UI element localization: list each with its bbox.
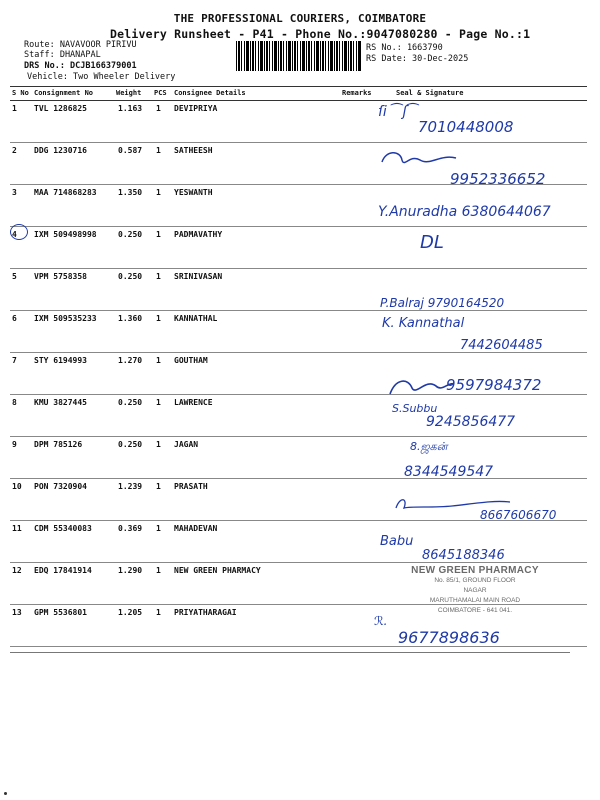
col-sno: S No bbox=[10, 87, 32, 101]
cell-sno: 13 bbox=[10, 605, 32, 647]
cell-consignment: KMU 3827445 bbox=[32, 395, 114, 437]
col-weight: Weight bbox=[114, 87, 152, 101]
cell-consignee: JAGAN bbox=[172, 437, 340, 479]
cell-consignee: SATHEESH bbox=[172, 143, 340, 185]
cell-sno: 1 bbox=[10, 101, 32, 143]
col-signature: Seal & Signature bbox=[382, 87, 587, 101]
corner-mark bbox=[4, 792, 7, 795]
cell-consignee: PRIYATHARAGAI bbox=[172, 605, 340, 647]
table-row bbox=[10, 437, 587, 479]
cell-remarks bbox=[340, 185, 382, 227]
cell-pcs: 1 bbox=[152, 395, 172, 437]
cell-consignment: DDG 1230716 bbox=[32, 143, 114, 185]
col-remarks: Remarks bbox=[340, 87, 382, 101]
cell-weight: 0.587 bbox=[114, 143, 152, 185]
cell-weight: 0.250 bbox=[114, 395, 152, 437]
cell-consignment: MAA 714868283 bbox=[32, 185, 114, 227]
cell-consignment: PON 7320904 bbox=[32, 479, 114, 521]
cell-weight: 1.163 bbox=[114, 101, 152, 143]
cell-remarks bbox=[340, 311, 382, 353]
cell-remarks bbox=[340, 269, 382, 311]
cell-remarks bbox=[340, 563, 382, 605]
cell-consignee: PRASATH bbox=[172, 479, 340, 521]
cell-consignee: PADMAVATHY bbox=[172, 227, 340, 269]
cell-weight: 1.350 bbox=[114, 185, 152, 227]
cell-consignee: NEW GREEN PHARMACY bbox=[172, 563, 340, 605]
cell-remarks bbox=[340, 437, 382, 479]
cell-weight: 1.205 bbox=[114, 605, 152, 647]
cell-sno: 9 bbox=[10, 437, 32, 479]
cell-remarks bbox=[340, 101, 382, 143]
cell-remarks bbox=[340, 353, 382, 395]
cell-remarks bbox=[340, 521, 382, 563]
sig2-scribble bbox=[380, 150, 460, 170]
col-pcs: PCS bbox=[152, 87, 172, 101]
sig6-name2: K. Kannathal bbox=[382, 316, 465, 331]
sig8-phone2: 9245856477 bbox=[426, 414, 516, 430]
rs-number: RS No.: 1663790 bbox=[366, 43, 443, 53]
cell-pcs: 1 bbox=[152, 227, 172, 269]
cell-remarks bbox=[340, 395, 382, 437]
cell-weight: 0.250 bbox=[114, 227, 152, 269]
sig10-phone: 8344549547 bbox=[404, 464, 494, 480]
cell-weight: 1.239 bbox=[114, 479, 152, 521]
cell-sno: 5 bbox=[10, 269, 32, 311]
cell-consignment: EDQ 17841914 bbox=[32, 563, 114, 605]
cell-pcs: 1 bbox=[152, 479, 172, 521]
col-consignment: Consignment No bbox=[32, 87, 114, 101]
cell-consignment: VPM 5758358 bbox=[32, 269, 114, 311]
cell-sno: 4 bbox=[10, 227, 32, 269]
sig12-phone: 8645188346 bbox=[422, 548, 505, 563]
cell-consignee: SRINIVASAN bbox=[172, 269, 340, 311]
sig6-phone2: 7442604485 bbox=[460, 338, 543, 353]
sig10-phone2: 8667606670 bbox=[480, 508, 557, 522]
sig3-name-phone: Y.Anuradha 6380644067 bbox=[378, 204, 551, 220]
route-label: Route: NAVAVOOR PIRIVU bbox=[24, 40, 137, 50]
cell-remarks bbox=[340, 227, 382, 269]
cell-pcs: 1 bbox=[152, 605, 172, 647]
stamp-line2: NAGAR bbox=[463, 587, 487, 594]
sig4-initials: DL bbox=[420, 232, 444, 253]
cell-signature bbox=[382, 227, 587, 269]
bottom-divider bbox=[10, 652, 570, 653]
cell-consignment: GPM 5536801 bbox=[32, 605, 114, 647]
barcode bbox=[236, 41, 362, 71]
cell-pcs: 1 bbox=[152, 353, 172, 395]
sig13-phone: 9677898636 bbox=[398, 628, 500, 647]
cell-remarks bbox=[340, 479, 382, 521]
cell-pcs: 1 bbox=[152, 521, 172, 563]
drs-number: DRS No.: DCJB166379001 bbox=[24, 61, 137, 71]
cell-consignee: YESWANTH bbox=[172, 185, 340, 227]
staff-label: Staff: DHANAPAL bbox=[24, 50, 101, 60]
sig1-phone: 7010448008 bbox=[418, 118, 514, 136]
cell-sno: 10 bbox=[10, 479, 32, 521]
company-title: THE PROFESSIONAL COURIERS, COIMBATORE bbox=[173, 12, 427, 25]
cell-weight: 0.250 bbox=[114, 437, 152, 479]
cell-consignment: CDM 55340083 bbox=[32, 521, 114, 563]
cell-pcs: 1 bbox=[152, 101, 172, 143]
cell-consignment: DPM 785126 bbox=[32, 437, 114, 479]
sig11-name: Babu bbox=[380, 534, 414, 549]
stamp-line3: MARUTHAMALAI MAIN ROAD bbox=[429, 597, 521, 604]
table-row bbox=[10, 227, 587, 269]
cell-sno: 11 bbox=[10, 521, 32, 563]
cell-sno: 6 bbox=[10, 311, 32, 353]
cell-consignment: IXM 509498998 bbox=[32, 227, 114, 269]
table-header-row bbox=[10, 87, 587, 101]
cell-weight: 1.290 bbox=[114, 563, 152, 605]
stamp-line4: COIMBATORE - 641 041. bbox=[437, 607, 513, 614]
cell-consignee: KANNATHAL bbox=[172, 311, 340, 353]
cell-pcs: 1 bbox=[152, 269, 172, 311]
col-consignee: Consignee Details bbox=[172, 87, 340, 101]
cell-pcs: 1 bbox=[152, 311, 172, 353]
sig8-phone: 9597984372 bbox=[446, 376, 542, 394]
cell-weight: 1.360 bbox=[114, 311, 152, 353]
cell-consignee: LAWRENCE bbox=[172, 395, 340, 437]
cell-pcs: 1 bbox=[152, 185, 172, 227]
sig9-name: 8.ஜகன் bbox=[410, 440, 448, 453]
sig13-mark: ℛ. bbox=[374, 614, 388, 628]
cell-pcs: 1 bbox=[152, 563, 172, 605]
cell-pcs: 1 bbox=[152, 143, 172, 185]
cell-weight: 1.270 bbox=[114, 353, 152, 395]
vehicle-label: Vehicle: Two Wheeler Delivery bbox=[27, 72, 176, 82]
cell-weight: 0.250 bbox=[114, 269, 152, 311]
cell-consignment: TVL 1286825 bbox=[32, 101, 114, 143]
cell-remarks bbox=[340, 143, 382, 185]
cell-consignee: GOUTHAM bbox=[172, 353, 340, 395]
cell-consignee: MAHADEVAN bbox=[172, 521, 340, 563]
row4-circle-mark bbox=[10, 224, 28, 240]
cell-consignee: DEVIPRIYA bbox=[172, 101, 340, 143]
cell-sno: 12 bbox=[10, 563, 32, 605]
sig8-name: S.Subbu bbox=[392, 402, 438, 415]
cell-sno: 8 bbox=[10, 395, 32, 437]
cell-pcs: 1 bbox=[152, 437, 172, 479]
stamp-line1: No. 85/1, GROUND FLOOR bbox=[434, 577, 516, 584]
pharmacy-stamp bbox=[400, 566, 550, 616]
cell-consignment: IXM 509535233 bbox=[32, 311, 114, 353]
cell-sno: 3 bbox=[10, 185, 32, 227]
cell-consignment: STY 6194993 bbox=[32, 353, 114, 395]
stamp-name: NEW GREEN PHARMACY bbox=[411, 565, 539, 576]
sig2-phone: 9952336652 bbox=[450, 170, 546, 188]
sig1-scribble: ſi ⁀ʃ⁀ bbox=[378, 104, 419, 120]
cell-weight: 0.369 bbox=[114, 521, 152, 563]
cell-sno: 2 bbox=[10, 143, 32, 185]
rs-date: RS Date: 30-Dec-2025 bbox=[366, 54, 469, 64]
runsheet-subtitle: Delivery Runsheet - P41 - Phone No.:9047080280 - Page No.:1 bbox=[110, 27, 531, 41]
cell-sno: 7 bbox=[10, 353, 32, 395]
sig6-name-phone: P.Balraj 9790164520 bbox=[380, 296, 505, 310]
